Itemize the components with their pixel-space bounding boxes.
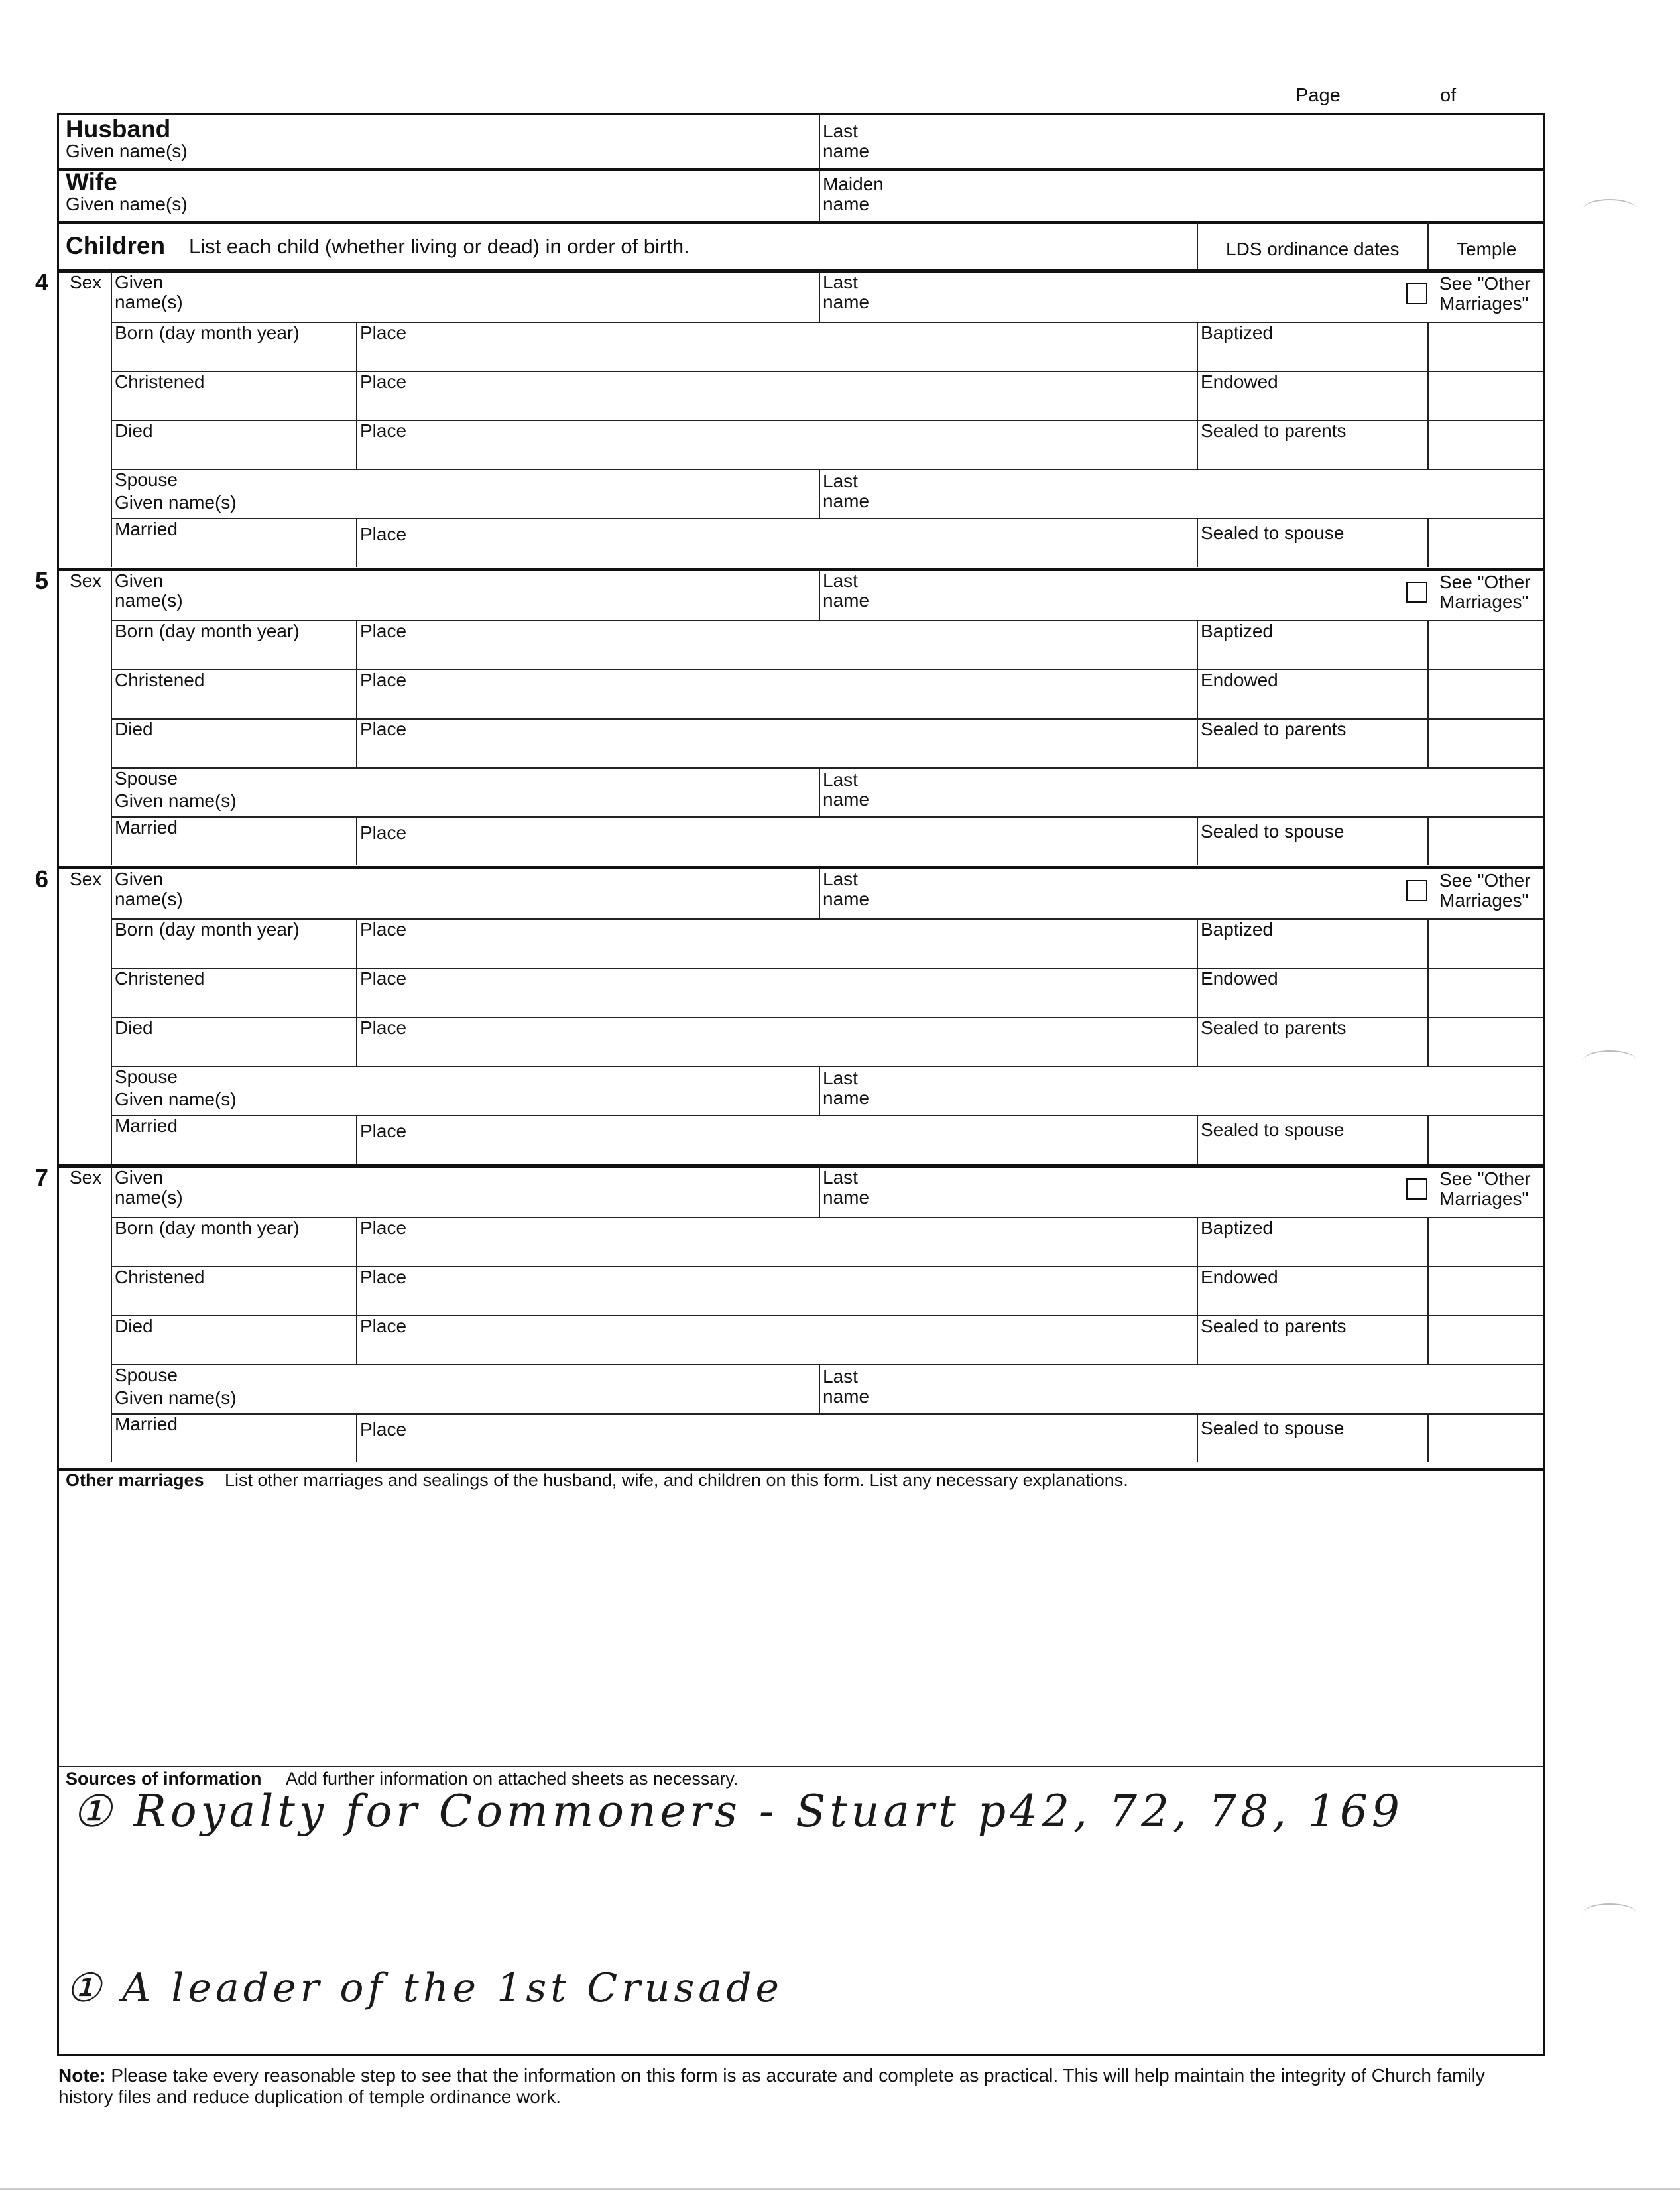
- see-other-label-2: Marriages": [1439, 1188, 1529, 1209]
- divider: [356, 918, 357, 968]
- other-marriages-checkbox[interactable]: [1406, 1178, 1427, 1200]
- divider: [1197, 1413, 1198, 1462]
- child-block-divider: [59, 269, 1543, 273]
- born-label: Born (day month year): [115, 621, 300, 641]
- divider: [819, 767, 820, 816]
- see-other-label: See "Other: [1439, 572, 1531, 592]
- divider: [111, 1166, 112, 1462]
- note-title: Note:: [58, 2065, 106, 2086]
- divider: [111, 1364, 1543, 1365]
- divider: [1427, 1315, 1429, 1364]
- divider: [1197, 1017, 1198, 1066]
- sex-label: Sex: [70, 869, 102, 889]
- born-label: Born (day month year): [115, 322, 300, 343]
- given-label: Given: [115, 1167, 164, 1188]
- place-label: Place: [360, 1218, 407, 1238]
- handwritten-source-1: ① Royalty for Commoners - Stuart p42, 72, 78, 169: [72, 1786, 1404, 1837]
- last-label-2: name: [823, 292, 870, 312]
- husband-title: Husband: [66, 115, 171, 143]
- divider: [1427, 968, 1429, 1017]
- page-label: Page: [1295, 85, 1341, 106]
- endowed-label: Endowed: [1201, 670, 1278, 690]
- endowed-label: Endowed: [1201, 1267, 1278, 1287]
- spouse-label: Spouse: [115, 1066, 178, 1087]
- place-label: Place: [360, 1419, 407, 1440]
- died-label: Died: [115, 719, 153, 739]
- last-label-2: name: [823, 590, 870, 611]
- place-label: Place: [360, 822, 407, 843]
- place-label: Place: [360, 670, 407, 690]
- note-text: Please take every reasonable step to see that the information on this form is as accurate and complete as practical. This will help maintain the integrity of Church family history files and reduce duplication of temple ordinance work.: [58, 2065, 1485, 2107]
- divider: [1427, 816, 1429, 865]
- christened-label: Christened: [115, 968, 205, 989]
- married-label: Married: [115, 1115, 178, 1136]
- wife-maiden-label-2: name: [823, 194, 870, 214]
- divider: [1197, 1115, 1198, 1164]
- divider: [59, 1766, 1543, 1767]
- baptized-label: Baptized: [1201, 1218, 1273, 1238]
- divider: [819, 271, 820, 322]
- divider: [356, 371, 357, 420]
- given-label: Given: [115, 272, 164, 292]
- divider: [111, 1413, 1543, 1415]
- divider: [1197, 1315, 1198, 1364]
- divider: [819, 1364, 820, 1413]
- divider: [111, 1115, 1543, 1116]
- divider: [356, 620, 357, 669]
- divider: [1197, 322, 1198, 371]
- place-label: Place: [360, 371, 407, 392]
- child-number: 6: [35, 865, 49, 893]
- divider: [819, 1166, 820, 1217]
- husband-last-label-2: name: [823, 141, 870, 161]
- other-marriages-checkbox[interactable]: [1406, 582, 1427, 603]
- sex-label: Sex: [70, 570, 102, 591]
- divider: [356, 1217, 357, 1266]
- wife-maiden-label: Maiden: [823, 174, 884, 194]
- place-label: Place: [360, 322, 407, 343]
- divider: [356, 669, 357, 718]
- sealed-parents-label: Sealed to parents: [1201, 1316, 1347, 1336]
- divider: [1197, 918, 1198, 968]
- died-label: Died: [115, 1316, 153, 1336]
- married-label: Married: [115, 519, 178, 539]
- last-label-2: name: [823, 889, 870, 909]
- spouse-last-label-2: name: [823, 789, 870, 810]
- sex-label: Sex: [70, 272, 102, 292]
- divider: [1197, 968, 1198, 1017]
- divider: [819, 115, 820, 169]
- baptized-label: Baptized: [1201, 621, 1273, 641]
- place-label: Place: [360, 621, 407, 641]
- divider: [1427, 1217, 1429, 1266]
- divider: [111, 767, 1543, 769]
- divider: [111, 469, 1543, 470]
- see-other-label-2: Marriages": [1439, 293, 1529, 314]
- divider: [1427, 371, 1429, 420]
- punch-hole-mark: [1583, 199, 1636, 219]
- divider: [111, 816, 1543, 818]
- christened-label: Christened: [115, 1267, 205, 1287]
- endowed-label: Endowed: [1201, 371, 1278, 392]
- see-other-label: See "Other: [1439, 273, 1531, 294]
- child-block-divider: [59, 1164, 1543, 1168]
- place-label: Place: [360, 1017, 407, 1038]
- wife-title: Wife: [66, 168, 117, 196]
- spouse-last-label-2: name: [823, 1386, 870, 1407]
- spouse-given-label: Given name(s): [115, 1089, 237, 1109]
- place-label: Place: [360, 719, 407, 739]
- divider: [111, 1266, 1543, 1267]
- married-label: Married: [115, 817, 178, 838]
- divider: [1197, 1266, 1198, 1315]
- divider: [819, 570, 820, 620]
- spouse-given-label: Given name(s): [115, 790, 237, 811]
- given-label-2: name(s): [115, 590, 183, 611]
- divider: [356, 420, 357, 469]
- sources-title: Sources of information: [66, 1769, 262, 1789]
- divider: [1427, 1413, 1429, 1462]
- punch-hole-mark: [1583, 1050, 1636, 1070]
- husband-last-label: Last: [823, 121, 858, 141]
- divider: [111, 271, 112, 567]
- divider: [111, 918, 1543, 920]
- given-label: Given: [115, 570, 164, 591]
- divider: [356, 968, 357, 1017]
- divider: [1197, 718, 1198, 767]
- handwritten-source-2: ① A leader of the 1st Crusade: [66, 1965, 783, 2011]
- place-label: Place: [360, 968, 407, 989]
- spouse-last-label-2: name: [823, 491, 870, 511]
- divider: [1427, 918, 1429, 968]
- last-label: Last: [823, 272, 858, 292]
- see-other-label: See "Other: [1439, 870, 1531, 891]
- spouse-last-label: Last: [823, 471, 858, 491]
- divider: [1197, 420, 1198, 469]
- divider: [356, 322, 357, 371]
- baptized-label: Baptized: [1201, 322, 1273, 343]
- sealed-parents-label: Sealed to parents: [1201, 719, 1347, 739]
- divider: [1427, 1017, 1429, 1066]
- see-other-label-2: Marriages": [1439, 592, 1529, 612]
- given-label-2: name(s): [115, 1187, 183, 1208]
- scan-edge-line: [0, 2188, 1680, 2190]
- christened-label: Christened: [115, 371, 205, 392]
- child-number: 5: [35, 567, 49, 594]
- divider: [356, 1413, 357, 1462]
- spouse-last-label: Last: [823, 1366, 858, 1387]
- of-label: of: [1440, 85, 1457, 106]
- divider: [1427, 420, 1429, 469]
- sealed-spouse-label: Sealed to spouse: [1201, 1418, 1345, 1438]
- christened-label: Christened: [115, 670, 205, 690]
- sealed-parents-label: Sealed to parents: [1201, 420, 1347, 441]
- family-group-form: [35, 113, 1545, 2056]
- divider: [819, 1066, 820, 1115]
- husband-given-label: Given name(s): [66, 141, 188, 161]
- lds-dates-label: LDS ordinance dates: [1226, 239, 1400, 259]
- children-instruction: List each child (whether living or dead) in order of birth.: [189, 235, 690, 258]
- children-title: Children: [66, 232, 166, 259]
- divider: [111, 669, 1543, 670]
- sealed-spouse-label: Sealed to spouse: [1201, 523, 1345, 543]
- divider: [111, 868, 112, 1164]
- divider: [356, 1017, 357, 1066]
- divider: [819, 469, 820, 518]
- endowed-label: Endowed: [1201, 968, 1278, 989]
- place-label: Place: [360, 919, 407, 940]
- divider: [111, 620, 1543, 621]
- divider: [1197, 669, 1198, 718]
- died-label: Died: [115, 420, 153, 441]
- wife-given-label: Given name(s): [66, 194, 188, 214]
- divider: [59, 221, 1543, 224]
- born-label: Born (day month year): [115, 1218, 300, 1238]
- divider: [111, 518, 1543, 519]
- sex-label: Sex: [70, 1167, 102, 1188]
- last-label: Last: [823, 570, 858, 591]
- see-other-label-2: Marriages": [1439, 890, 1529, 911]
- form-note: [58, 2065, 1517, 2107]
- divider: [356, 1315, 357, 1364]
- divider: [356, 1115, 357, 1164]
- divider: [1427, 620, 1429, 669]
- married-label: Married: [115, 1414, 178, 1434]
- born-label: Born (day month year): [115, 919, 300, 940]
- sealed-spouse-label: Sealed to spouse: [1201, 1119, 1345, 1140]
- spouse-last-label-2: name: [823, 1088, 870, 1108]
- spouse-label: Spouse: [115, 1365, 178, 1385]
- last-label: Last: [823, 1167, 858, 1188]
- divider: [1197, 816, 1198, 865]
- divider: [111, 1217, 1543, 1218]
- divider: [1197, 518, 1198, 567]
- place-label: Place: [360, 1267, 407, 1287]
- sealed-parents-label: Sealed to parents: [1201, 1017, 1347, 1038]
- divider: [1427, 322, 1429, 371]
- sources-instruction: Add further information on attached sheets as necessary.: [286, 1769, 739, 1789]
- divider: [356, 718, 357, 767]
- divider: [111, 322, 1543, 323]
- baptized-label: Baptized: [1201, 919, 1273, 940]
- divider: [356, 816, 357, 865]
- given-label-2: name(s): [115, 889, 183, 909]
- divider: [1197, 1217, 1198, 1266]
- place-label: Place: [360, 524, 407, 544]
- place-label: Place: [360, 1121, 407, 1141]
- divider: [1427, 669, 1429, 718]
- child-number: 7: [35, 1164, 49, 1191]
- divider: [1197, 222, 1198, 270]
- divider: [111, 968, 1543, 969]
- place-label: Place: [360, 420, 407, 441]
- other-marriages-checkbox[interactable]: [1406, 283, 1427, 304]
- divider: [1197, 371, 1198, 420]
- other-marriages-instruction: List other marriages and sealings of the husband, wife, and children on this form. List any necessary explanations.: [225, 1470, 1128, 1490]
- spouse-label: Spouse: [115, 768, 178, 788]
- divider: [111, 570, 112, 865]
- temple-label: Temple: [1457, 239, 1517, 259]
- child-block-divider: [59, 866, 1543, 869]
- died-label: Died: [115, 1017, 153, 1038]
- last-label: Last: [823, 869, 858, 889]
- divider: [1427, 1115, 1429, 1164]
- divider: [1427, 518, 1429, 567]
- punch-hole-mark: [1583, 1903, 1636, 1923]
- divider: [1427, 718, 1429, 767]
- spouse-given-label: Given name(s): [115, 1387, 237, 1408]
- spouse-last-label: Last: [823, 1068, 858, 1088]
- last-label-2: name: [823, 1187, 870, 1208]
- child-number: 4: [35, 269, 49, 296]
- divider: [356, 518, 357, 567]
- given-label-2: name(s): [115, 292, 183, 312]
- place-label: Place: [360, 1316, 407, 1336]
- child-block-divider: [59, 568, 1543, 571]
- see-other-label: See "Other: [1439, 1168, 1531, 1189]
- spouse-label: Spouse: [115, 470, 178, 490]
- given-label: Given: [115, 869, 164, 889]
- divider: [59, 168, 1543, 171]
- divider: [111, 371, 1543, 372]
- spouse-last-label: Last: [823, 769, 858, 790]
- divider: [1197, 620, 1198, 669]
- divider: [819, 169, 820, 222]
- divider: [1427, 222, 1429, 270]
- divider: [111, 1066, 1543, 1067]
- divider: [819, 868, 820, 918]
- divider: [1427, 1266, 1429, 1315]
- spouse-given-label: Given name(s): [115, 492, 237, 513]
- other-marriages-checkbox[interactable]: [1406, 880, 1427, 901]
- sealed-spouse-label: Sealed to spouse: [1201, 821, 1345, 842]
- other-marriages-title: Other marriages: [66, 1470, 204, 1490]
- divider: [356, 1266, 357, 1315]
